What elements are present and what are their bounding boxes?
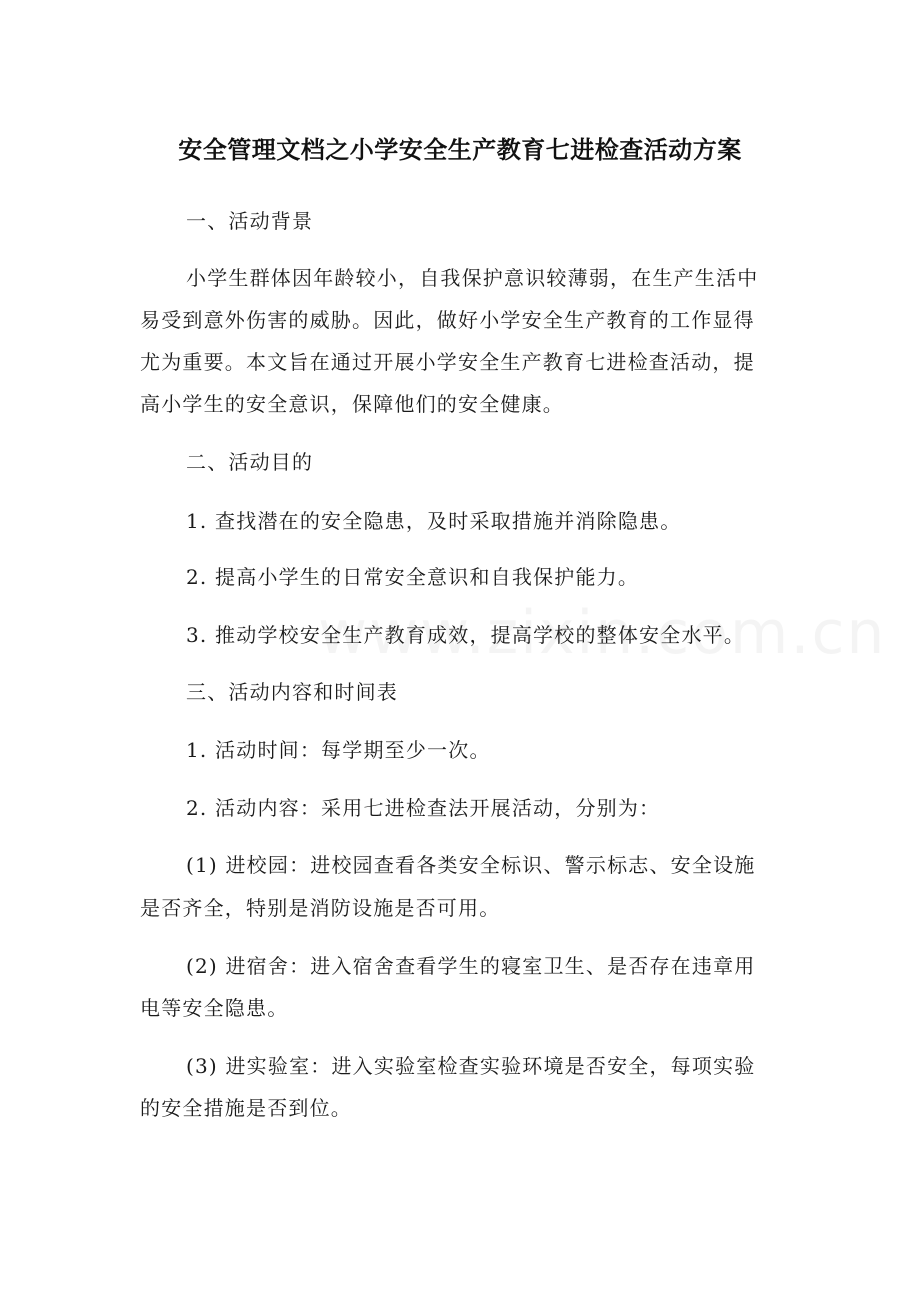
section-heading-content: 三、活动内容和时间表: [186, 680, 398, 704]
list-item-line: 电等安全隐患。: [140, 996, 289, 1020]
list-item-line: 的安全措施是否到位。: [140, 1096, 352, 1120]
paragraph-line: 尤为重要。本文旨在通过开展小学安全生产教育七进检查活动，提: [140, 350, 755, 374]
list-item: 1. 活动时间：每学期至少一次。: [186, 738, 491, 762]
list-item: 3. 推动学校安全生产教育成效，提高学校的整体安全水平。: [186, 623, 746, 647]
paragraph-line: 高小学生的安全意识，保障他们的安全健康。: [140, 392, 564, 416]
list-item: 1. 查找潜在的安全隐患，及时采取措施并消除隐患。: [186, 509, 682, 533]
section-heading-background: 一、活动背景: [186, 209, 314, 233]
paragraph-line: 易受到意外伤害的威胁。因此，做好小学安全生产教育的工作显得: [140, 308, 755, 332]
section-heading-purpose: 二、活动目的: [186, 450, 314, 474]
paragraph-line: 小学生群体因年龄较小，自我保护意识较薄弱，在生产生活中: [186, 266, 759, 290]
list-item: 2. 提高小学生的日常安全意识和自我保护能力。: [186, 565, 640, 589]
list-item-line: (2) 进宿舍：进入宿舍查看学生的寝室卫生、是否存在违章用: [186, 954, 756, 978]
list-item: 2. 活动内容：采用七进检查法开展活动，分别为：: [186, 796, 661, 820]
list-item-line: (3) 进实验室：进入实验室检查实验环境是否安全，每项实验: [186, 1054, 756, 1078]
list-item-line: (1) 进校园：进校园查看各类安全标识、警示标志、安全设施: [186, 853, 756, 877]
document-title: 安全管理文档之小学安全生产教育七进检查活动方案: [178, 136, 742, 164]
list-item-line: 是否齐全，特别是消防设施是否可用。: [140, 896, 501, 920]
